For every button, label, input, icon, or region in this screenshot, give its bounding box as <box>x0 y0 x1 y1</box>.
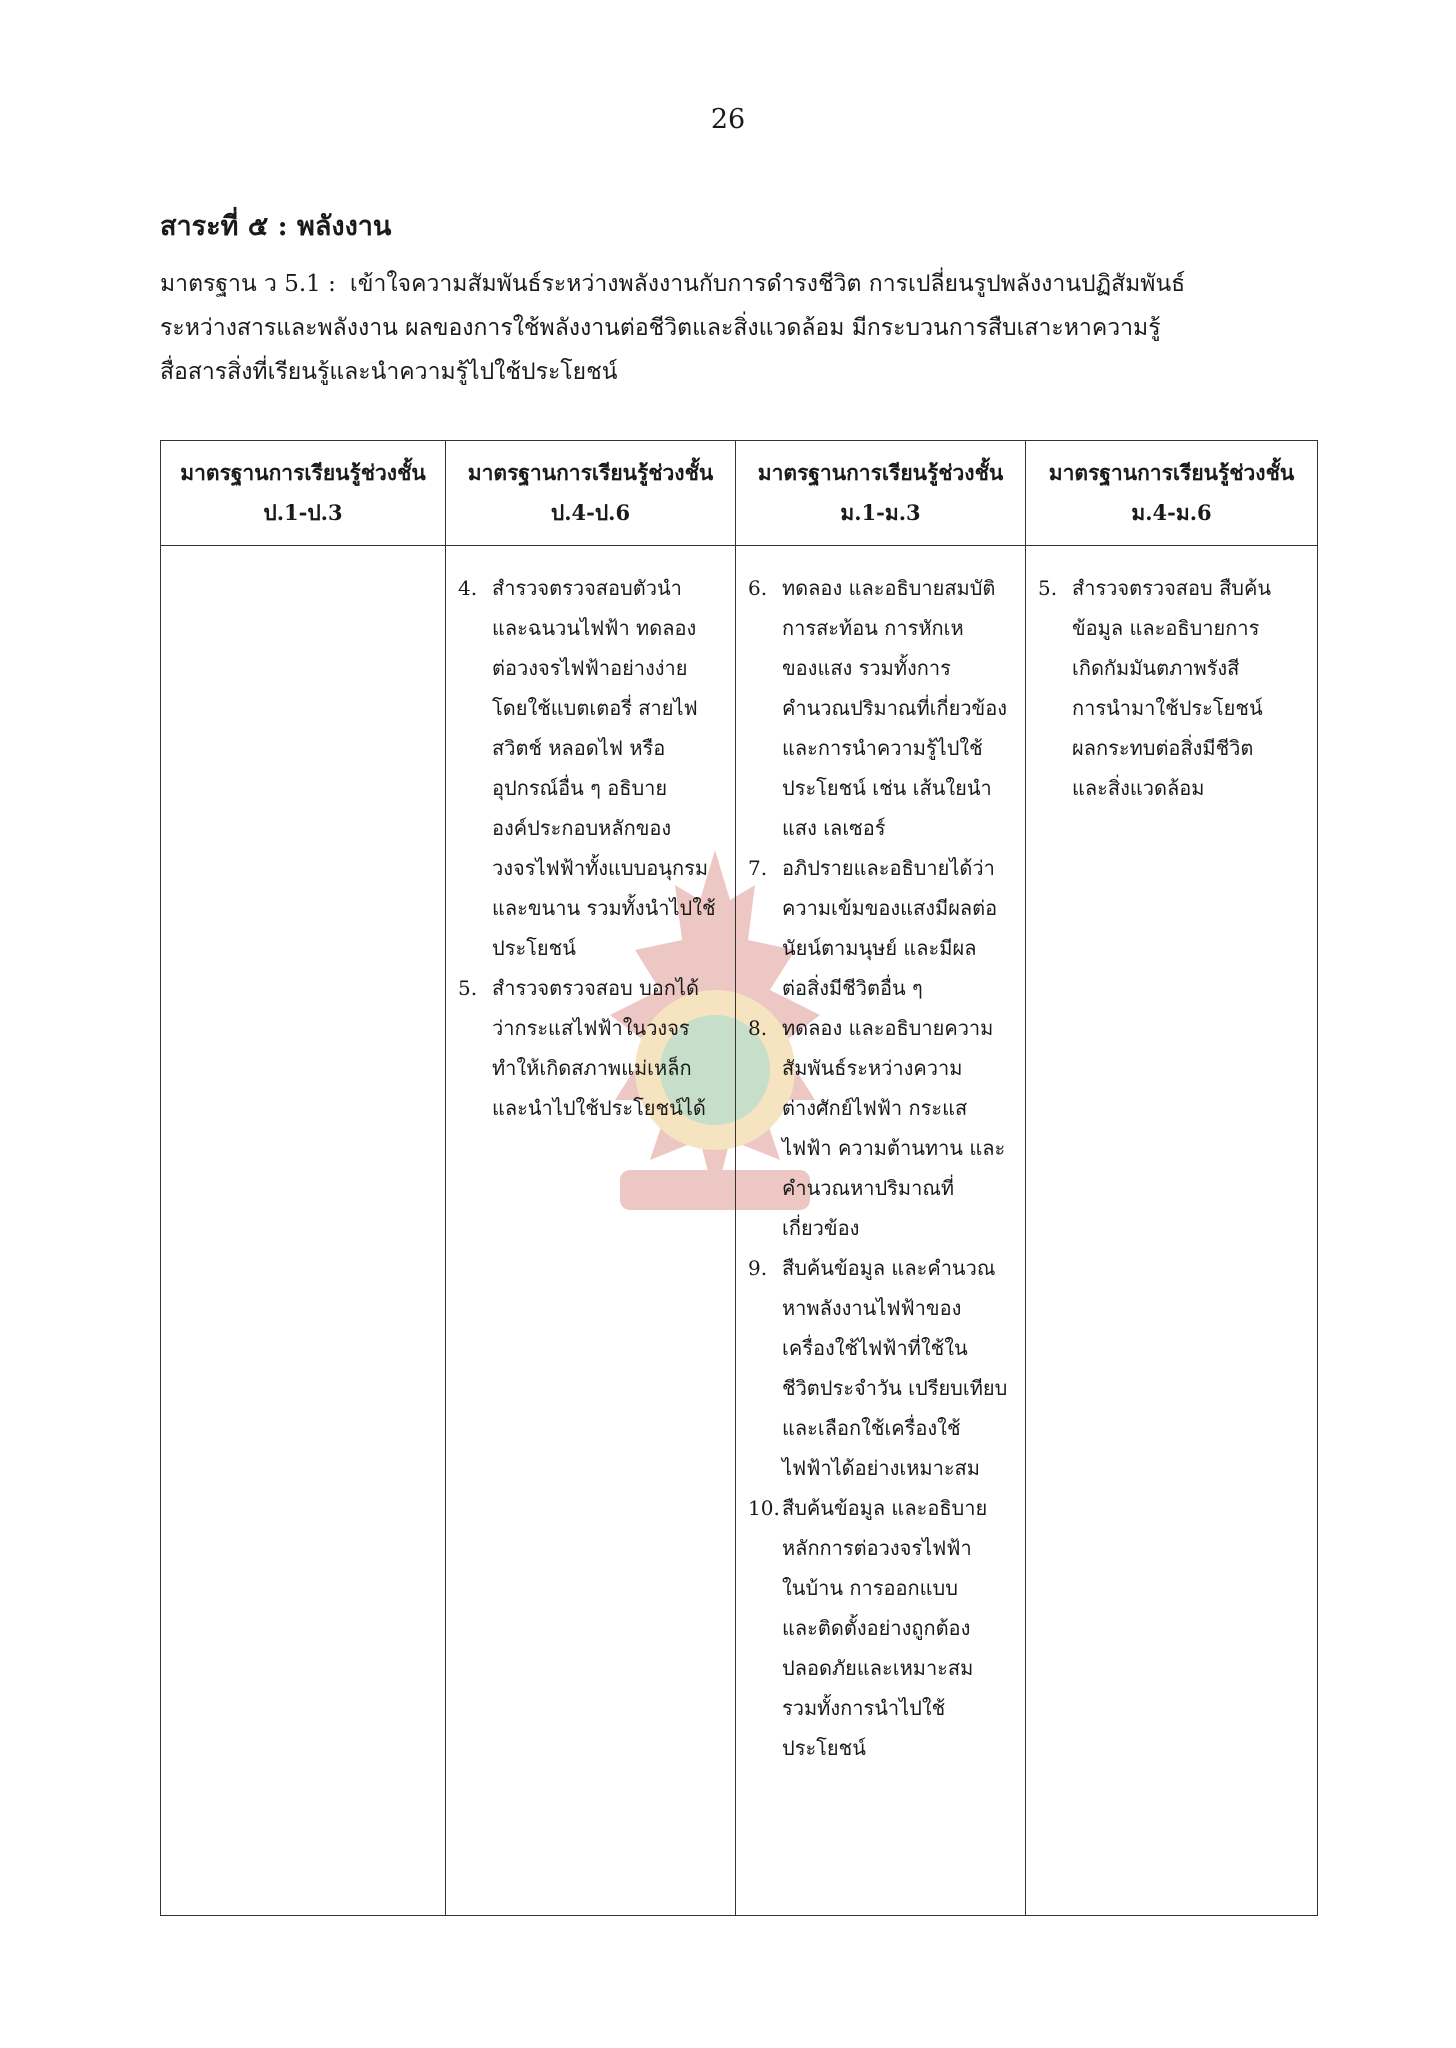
header-p4-p6: มาตรฐานการเรียนรู้ช่วงชั้น ป.4-ป.6 <box>446 441 736 546</box>
item-text-line: ประโยชน์ <box>492 936 576 960</box>
item-text-line: ทดลอง และอธิบายความ <box>782 1016 994 1040</box>
item-text-line: เกิดกัมมันตภาพรังสี <box>1072 656 1240 680</box>
item-text-line: อภิปรายและอธิบายได้ว่า <box>782 856 995 880</box>
table-row <box>161 546 1318 1916</box>
item-text-line: ปลอดภัยและเหมาะสม <box>782 1656 974 1680</box>
list-item <box>748 848 1009 1008</box>
cell-p1-p3 <box>161 546 446 1916</box>
item-text-line: และนำไปใช้ประโยชน์ได้ <box>492 1096 706 1120</box>
item-text-line: การสะท้อน การหักเห <box>782 616 964 640</box>
item-number: 6. <box>748 576 768 600</box>
item-text-line: ต่อสิ่งมีชีวิตอื่น ๆ <box>782 976 923 1000</box>
item-text-line: เครื่องใช้ไฟฟ้าที่ใช้ใน <box>782 1336 968 1360</box>
item-text-line: และติดตั้งอย่างถูกต้อง <box>782 1616 971 1640</box>
items-list-m4-m6 <box>1038 568 1301 808</box>
list-item <box>1038 568 1301 808</box>
items-list-p4-p6 <box>458 568 719 1128</box>
item-text-line: ทำให้เกิดสภาพแม่เหล็ก <box>492 1056 692 1080</box>
list-item <box>748 1008 1009 1248</box>
item-text-line: และการนำความรู้ไปใช้ <box>782 736 983 760</box>
item-text-line: เกี่ยวข้อง <box>782 1216 860 1240</box>
item-text-line: ทดลอง และอธิบายสมบัติ <box>782 576 996 600</box>
item-text-line: สืบค้นข้อมูล และอธิบาย <box>782 1496 988 1520</box>
item-text-line: ต่อวงจรไฟฟ้าอย่างง่าย <box>492 656 688 680</box>
item-text-line: หาพลังงานไฟฟ้าของ <box>782 1296 962 1320</box>
item-text-line: อุปกรณ์อื่น ๆ อธิบาย <box>492 776 668 800</box>
item-text-line: และเลือกใช้เครื่องใช้ <box>782 1416 961 1440</box>
item-text-line: ผลกระทบต่อสิ่งมีชีวิต <box>1072 736 1254 760</box>
item-text-line: รวมทั้งการนำไปใช้ <box>782 1696 946 1720</box>
list-item <box>748 568 1009 848</box>
item-text-line: แสง เลเซอร์ <box>782 816 886 840</box>
item-text-line: สืบค้นข้อมูล และคำนวณ <box>782 1256 996 1280</box>
item-text-line: ข้อมูล และอธิบายการ <box>1072 616 1260 640</box>
standard-statement <box>160 262 1330 394</box>
item-text <box>782 1008 1009 1248</box>
item-text-line: หลักการต่อวงจรไฟฟ้า <box>782 1536 972 1560</box>
item-number: 9. <box>748 1256 768 1280</box>
item-text-line: สำรวจตรวจสอบตัวนำ <box>492 576 682 600</box>
item-number: 4. <box>458 576 478 600</box>
standard-line-3: สื่อสารสิ่งที่เรียนรู้และนำความรู้ไปใช้ประโยชน์ <box>160 359 618 385</box>
cell-m1-m3 <box>736 546 1026 1916</box>
item-text-line: นัยน์ตามนุษย์ และมีผล <box>782 936 977 960</box>
standard-code: มาตรฐาน ว 5.1 : <box>160 271 336 297</box>
item-text <box>492 568 719 968</box>
item-text-line: วงจรไฟฟ้าทั้งแบบอนุกรม <box>492 856 709 880</box>
list-item <box>458 568 719 968</box>
list-item <box>748 1248 1009 1488</box>
item-text-line: ไฟฟ้าได้อย่างเหมาะสม <box>782 1456 980 1480</box>
item-text-line: ไฟฟ้า ความต้านทาน และ <box>782 1136 1006 1160</box>
item-text-line: โดยใช้แบตเตอรี่ สายไฟ <box>492 696 698 720</box>
item-text <box>1072 568 1301 808</box>
items-list-m1-m3 <box>748 568 1009 1768</box>
item-number: 8. <box>748 1016 768 1040</box>
table-header-row <box>161 441 1318 546</box>
list-item <box>458 968 719 1128</box>
item-text-line: ชีวิตประจำวัน เปรียบเทียบ <box>782 1376 1008 1400</box>
header-m4-m6: มาตรฐานการเรียนรู้ช่วงชั้น ม.4-ม.6 <box>1026 441 1318 546</box>
item-number: 7. <box>748 856 768 880</box>
item-text <box>492 968 719 1128</box>
item-text-line: องค์ประกอบหลักของ <box>492 816 672 840</box>
item-text-line: สัมพันธ์ระหว่างความ <box>782 1056 963 1080</box>
item-text-line: ความเข้มของแสงมีผลต่อ <box>782 896 998 920</box>
item-text-line: ประโยชน์ เช่น เส้นใยนำ <box>782 776 992 800</box>
cell-m4-m6 <box>1026 546 1318 1916</box>
item-text-line: สำรวจตรวจสอบ สืบค้น <box>1072 576 1272 600</box>
item-text-line: ในบ้าน การออกแบบ <box>782 1576 958 1600</box>
item-text-line: ต่างศักย์ไฟฟ้า กระแส <box>782 1096 968 1120</box>
item-text-line: ของแสง รวมทั้งการ <box>782 656 951 680</box>
cell-p4-p6 <box>446 546 736 1916</box>
list-item <box>748 1488 1009 1768</box>
item-text-line: คำนวณปริมาณที่เกี่ยวข้อง <box>782 696 1007 720</box>
item-text <box>782 1248 1009 1488</box>
header-p1-p3: มาตรฐานการเรียนรู้ช่วงชั้น ป.1-ป.3 <box>161 441 446 546</box>
item-text-line: และสิ่งแวดล้อม <box>1072 776 1205 800</box>
item-text-line: ว่ากระแสไฟฟ้าในวงจร <box>492 1016 690 1040</box>
standard-line-1: มาตรฐาน ว 5.1 : เข้าใจความสัมพันธ์ระหว่างพลังงานกับการดำรงชีวิต การเปลี่ยนรูปพลังงานปฏิสัมพันธ์ <box>160 271 1186 297</box>
item-text-line: การนำมาใช้ประโยชน์ <box>1072 696 1263 720</box>
page-number: 26 <box>710 104 746 135</box>
standard-line-2: ระหว่างสารและพลังงาน ผลของการใช้พลังงานต่อชีวิตและสิ่งแวดล้อม มีกระบวนการสืบเสาะหาความรู้ <box>160 315 1161 341</box>
item-text <box>782 1488 1009 1768</box>
item-text-line: ประโยชน์ <box>782 1736 866 1760</box>
item-number: 10. <box>748 1496 780 1520</box>
item-number: 5. <box>1038 576 1058 600</box>
item-text-line: และขนาน รวมทั้งนำไปใช้ <box>492 896 716 920</box>
item-text-line: สวิตช์ หลอดไฟ หรือ <box>492 736 666 760</box>
item-text-line: คำนวณหาปริมาณที่ <box>782 1176 955 1200</box>
curriculum-table <box>160 440 1318 1916</box>
strand-title: สาระที่ ๕ : พลังงาน <box>160 211 392 242</box>
header-m1-m3: มาตรฐานการเรียนรู้ช่วงชั้น ม.1-ม.3 <box>736 441 1026 546</box>
item-text-line: และฉนวนไฟฟ้า ทดลอง <box>492 616 697 640</box>
item-text-line: สำรวจตรวจสอบ บอกได้ <box>492 976 699 1000</box>
item-text <box>782 568 1009 848</box>
item-text <box>782 848 1009 1008</box>
item-number: 5. <box>458 976 478 1000</box>
